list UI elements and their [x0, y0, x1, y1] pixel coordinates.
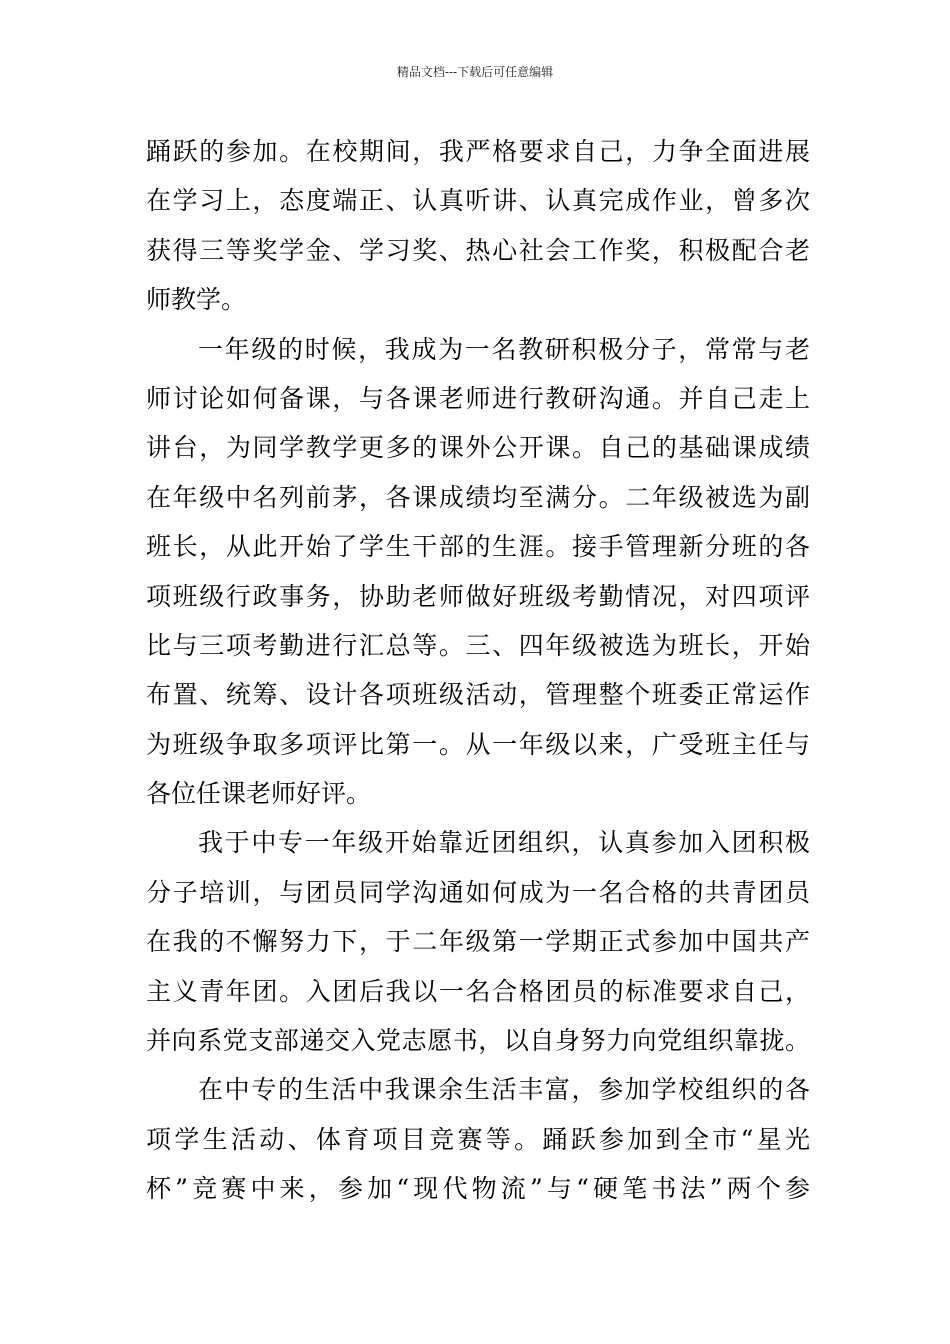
text-line: 讲台，为同学教学更多的课外公开课。自己的基础课成绩 — [146, 433, 810, 463]
paragraph-first-line: 在中专的生活中我课余生活丰富，参加学校组织的各 — [198, 1075, 810, 1105]
text-line: 踊跃的参加。在校期间，我严格要求自己，力争全面进展 — [146, 137, 810, 166]
text-line: 并向系党支部递交入党志愿书，以自身努力向党组织靠拢。 — [146, 1026, 810, 1056]
text-line: 班长，从此开始了学生干部的生涯。接手管理新分班的各 — [146, 532, 810, 562]
text-line: 在我的不懈努力下，于二年级第一学期正式参加中国共产 — [146, 927, 810, 957]
text-line: 项班级行政事务，协助老师做好班级考勤情况，对四项评 — [146, 581, 810, 611]
text-line: 主义青年团。入团后我以一名合格团员的标准要求自己， — [146, 976, 810, 1006]
text-line: 师讨论如何备课，与各课老师进行教研沟通。并自己走上 — [146, 383, 810, 413]
text-line: 各位任课老师好评。 — [146, 779, 372, 809]
paragraph-first-line: 一年级的时候，我成为一名教研积极分子，常常与老 — [198, 334, 810, 364]
text-line: 比与三项考勤进行汇总等。三、四年级被选为班长，开始 — [146, 630, 810, 660]
paragraph-first-line: 我于中专一年级开始靠近团组织，认真参加入团积极 — [198, 828, 810, 858]
text-line: 杯”竞赛中来，参加“现代物流”与“硬笔书法”两个参 — [146, 1174, 810, 1204]
text-line: 分子培训，与团员同学沟通如何成为一名合格的共青团员 — [146, 877, 810, 907]
text-line: 在学习上，态度端正、认真听讲、认真完成作业，曾多次 — [146, 186, 810, 216]
text-line: 布置、统筹、设计各项班级活动，管理整个班委正常运作 — [146, 680, 810, 710]
page-header: 精品文档---下载后可任意编辑 — [396, 65, 554, 79]
text-line: 获得三等奖学金、学习奖、热心社会工作奖，积极配合老 — [146, 235, 810, 265]
text-line: 在年级中名列前茅，各课成绩均至满分。二年级被选为副 — [146, 482, 810, 512]
document-body — [146, 127, 810, 1214]
text-line: 师教学。 — [146, 285, 247, 315]
text-line: 为班级争取多项评比第一。从一年级以来，广受班主任与 — [146, 729, 810, 759]
text-line: 项学生活动、体育项目竞赛等。踊跃参加到全市“星光 — [146, 1124, 810, 1154]
